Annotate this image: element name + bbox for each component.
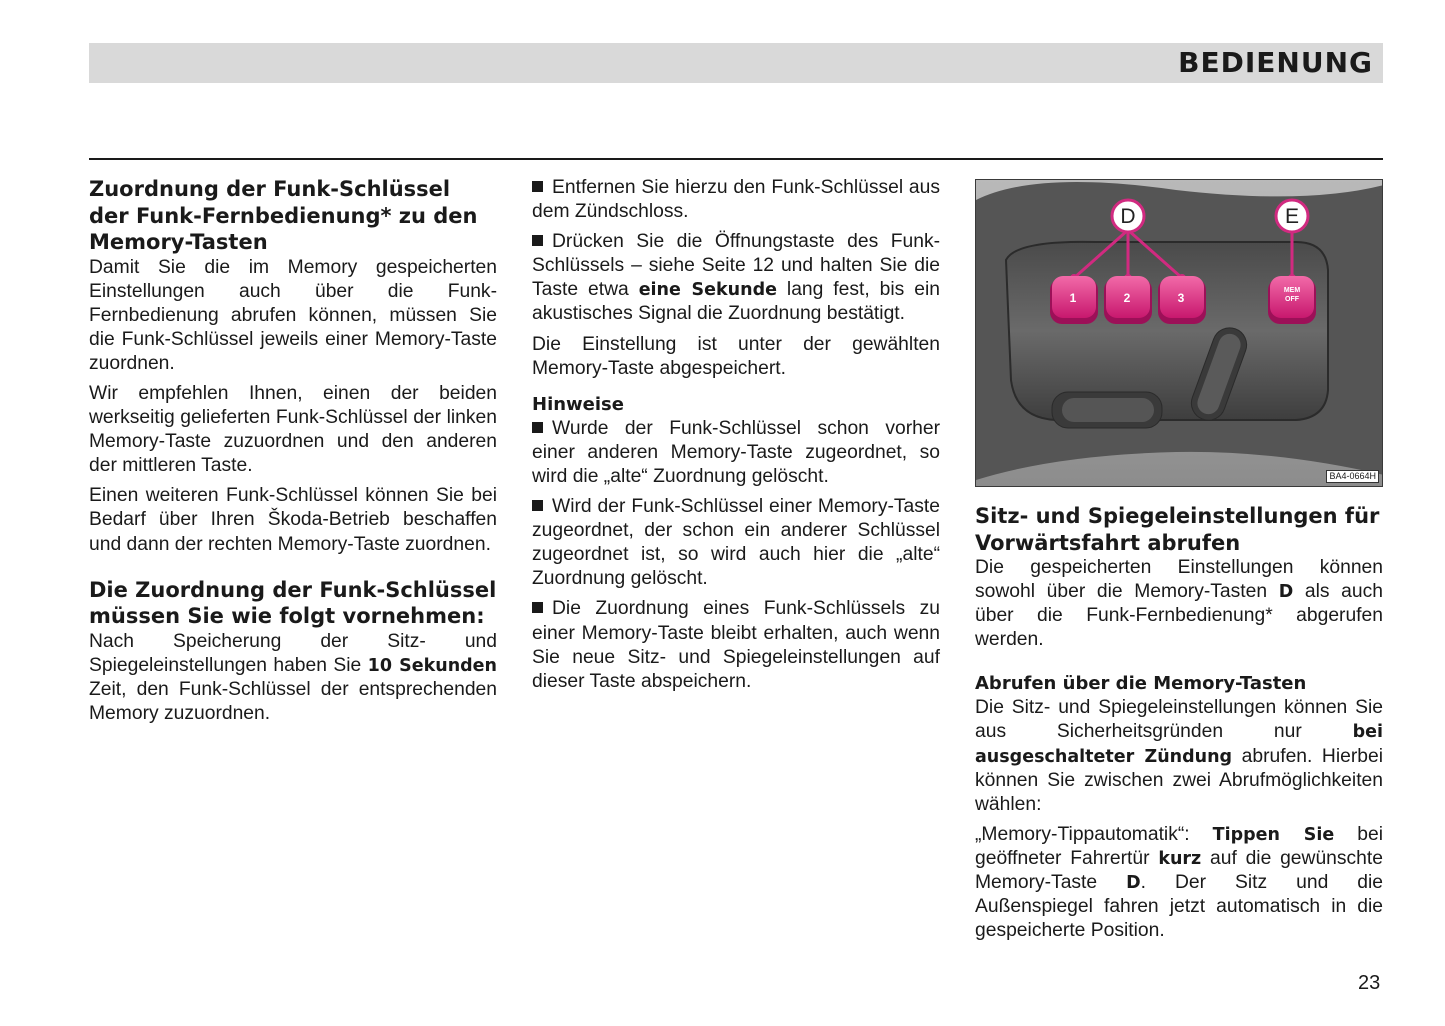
note-1: Wurde der Funk-Schlüssel schon vorher einer anderen Memory-Taste zugeordnet, so wird die „alte“ Zuordnung gelöscht. <box>532 417 940 487</box>
bullet-square-icon <box>532 235 543 246</box>
column-3 <box>975 179 1383 943</box>
bullet-square-icon <box>532 181 543 192</box>
svg-text:2: 2 <box>1123 291 1131 305</box>
svg-text:MEM: MEM <box>1283 287 1301 294</box>
mem-off-button <box>1268 276 1316 324</box>
memory-buttons-figure <box>975 179 1383 487</box>
section-title: BEDIENUNG <box>1178 46 1373 79</box>
heading-procedure: Die Zuordnung der Funk-Schlüssel müssen Sie wie folgt vornehmen: <box>89 577 497 629</box>
callout-d: D <box>1120 205 1136 228</box>
subheading-recall-memory-buttons: Abrufen über die Memory-Tasten <box>975 673 1307 695</box>
column-1 <box>89 176 497 726</box>
note-2: Wird der Funk-Schlüssel einer Memory-Taste zugeordnet, der schon ein anderer Schlüssel zugeordnet ist, so wird auch hier die „alte“ Zuordnung gelöscht. <box>532 496 940 590</box>
heading-recall-settings: Sitz- und Spiegeleinstellungen für Vorwärtsfahrt abrufen <box>975 504 1380 555</box>
paragraph-saved: Die Einstellung ist unter der gewählten Memory-Taste abgespeichert. <box>532 333 940 379</box>
paragraph-intro: Damit Sie die im Memory gespeicherten Einstellungen auch über die Funk-Fernbedienung abrufen können, müssen Sie die Funk-Schlüssel jeweils einer Memory-Taste zuordnen. <box>89 256 497 374</box>
svg-text:3: 3 <box>1177 291 1185 305</box>
bullet-square-icon <box>532 500 543 511</box>
paragraph-recall-options: Die gespeicherten Einstellungen können sowohl über die Memory-Tasten D als auch über die Funk-Fernbedienung* abgerufen werden. <box>975 557 1383 651</box>
bullet-square-icon <box>532 602 543 613</box>
callout-e: E <box>1284 205 1300 228</box>
paragraph-recommendation: Wir empfehlen Ihnen, einen der beiden werkseitig gelieferten Funk-Schlüssel der linken Memory-Taste zuzuordnen und den anderen der mittleren Taste. <box>89 382 497 477</box>
paragraph-procedure: Nach Speicherung der Sitz- und Spiegeleinstellungen haben Sie 10 Sekunden Zeit, den Funk-Schlüssel der entsprechenden Memory zuzuordnen. <box>89 630 498 724</box>
svg-text:1: 1 <box>1069 291 1077 305</box>
header-bar <box>89 43 1383 83</box>
paragraph-extra-key: Einen weiteren Funk-Schlüssel können Sie bei Bedarf über Ihren Škoda-Betrieb beschaffen und dann der rechten Memory-Taste zuordnen. <box>89 485 497 555</box>
heading-assign-keys: Zuordnung der Funk-Schlüssel der Funk-Fernbedienung* zu den Memory-Tasten <box>89 177 478 254</box>
heading-notes: Hinweise <box>532 393 624 415</box>
bullet-square-icon <box>532 422 543 433</box>
column-2 <box>532 176 940 694</box>
memory-panel-illustration <box>976 180 1383 487</box>
note-3: Die Zuordnung eines Funk-Schlüssels zu einer Memory-Taste bleibt erhalten, auch wenn Sie neue Sitz- und Spiegeleinstellungen auf dieser Taste abspeichern. <box>532 598 940 692</box>
memory-button-3 <box>1158 276 1206 324</box>
bullet-remove-key: Entfernen Sie hierzu den Funk-Schlüssel aus dem Zündschloss. <box>532 177 940 223</box>
memory-button-2 <box>1104 276 1152 324</box>
paragraph-safety: Die Sitz- und Spiegeleinstellungen können Sie aus Sicherheitsgründen nur bei ausgeschalteter Zündung abrufen. Hierbei können Sie zwischen zwei Abrufmöglichkeiten wählen: <box>975 697 1383 815</box>
bullet-press-button: Drücken Sie die Öffnungstaste des Funk-Schlüssels – siehe Seite 12 und halten Sie die Taste etwa eine Sekunde lang fest, bis ein akustisches Signal die Zuordnung bestätigt. <box>532 231 940 325</box>
memory-button-1 <box>1050 276 1098 324</box>
figure-code: BA4-0664H <box>1326 470 1379 483</box>
svg-text:OFF: OFF <box>1285 296 1299 303</box>
paragraph-tip-automatic: „Memory-Tippautomatik“: Tippen Sie bei geöffneter Fahrertür kurz auf die gewünschte Memory-Taste D. Der Sitz und die Außenspiegel fahren jetzt automatisch in die gespeicherte Position. <box>975 823 1383 942</box>
page-number: 23 <box>1358 972 1381 994</box>
header-rule <box>89 158 1383 160</box>
